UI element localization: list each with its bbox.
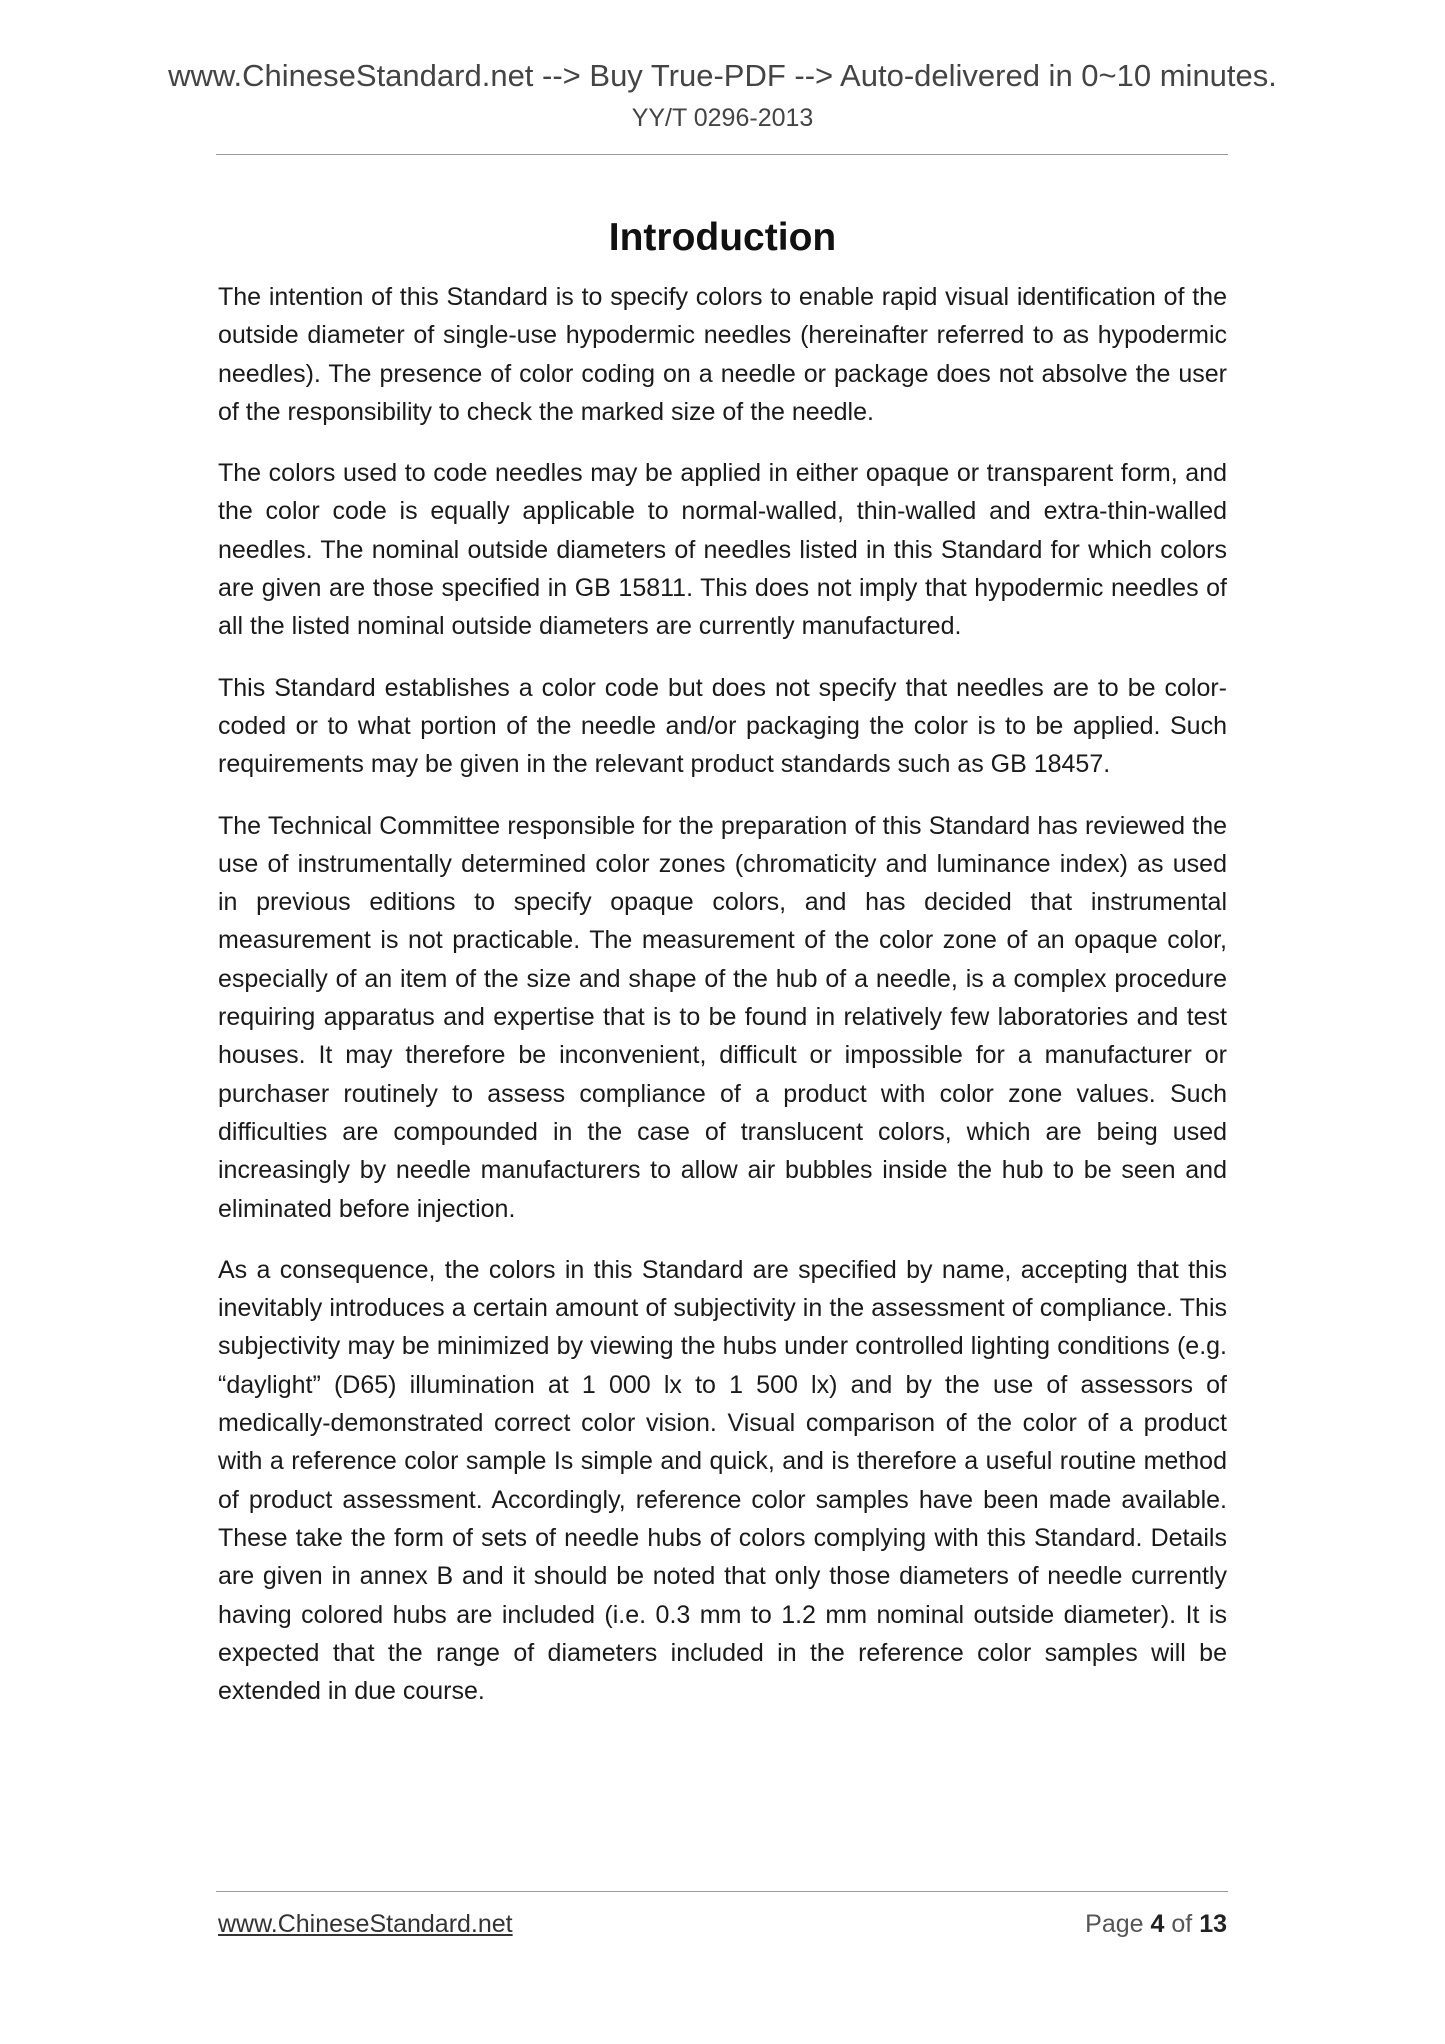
page-total: 13 (1199, 1910, 1227, 1938)
footer-site-link[interactable]: www.ChineseStandard.net (218, 1910, 513, 1938)
footer-divider (216, 1891, 1228, 1892)
page-number (1085, 1908, 1227, 1940)
paragraph: This Standard establishes a color code but does not specify that needles are to be color-coded or to what portion of the needle and/or packaging the color is to be applied. Such requirements may be given in the relevant product standards such as GB 18457. (218, 673, 1227, 779)
header-divider (216, 154, 1228, 155)
header-banner: www.ChineseStandard.net --> Buy True-PDF --> Auto-delivered in 0~10 minutes. (168, 58, 1277, 93)
page-prefix: Page (1085, 1910, 1144, 1938)
paragraph: As a consequence, the colors in this Standard are specified by name, accepting that this inevitably introduces a certain amount of subjectivity in the assessment of compliance. This subjectivity may be minimized by viewing the hubs under controlled lighting conditions (e.g. “daylight” (D65) illumination at 1 000 lx to 1 500 lx) and by the use of assessors of medically-demonstrated correct color vision. Visual comparison of the color of a product with a reference color sample Is simple and quick, and is therefore a useful routine method of product assessment. Accordingly, reference color samples have been made available. These take the form of sets of needle hubs of colors complying with this Standard. Details are given in annex B and it should be noted that only those diameters of needle currently having colored hubs are included (i.e. 0.3 mm to 1.2 mm nominal outside diameter). It is expected that the range of diameters included in the reference color samples will be extended in due course. (218, 1255, 1227, 1706)
page-title: Introduction (608, 216, 837, 260)
page-current: 4 (1150, 1910, 1165, 1938)
paragraph: The intention of this Standard is to specify colors to enable rapid visual identification of the outside diameter of single-use hypodermic needles (hereinafter referred to as hypodermic needles). The presence of color coding on a needle or package does not absolve the user of the responsibility to check the marked size of the needle. (218, 283, 1227, 426)
paragraph: The colors used to code needles may be applied in either opaque or transparent form, and the color code is equally applicable to normal-walled, thin-walled and extra-thin-walled needles. The nominal outside diameters of needles listed in this Standard for which colors are given are those specified in GB 15811. This does not imply that hypodermic needles of all the listed nominal outside diameters are currently manufactured. (218, 459, 1227, 641)
document-code: YY/T 0296-2013 (631, 104, 814, 132)
page-of: of (1171, 1910, 1193, 1938)
document-body (218, 278, 1227, 1733)
paragraph: The Technical Committee responsible for the preparation of this Standard has reviewed the use of instrumentally determined color zones (chromaticity and luminance index) as used in previous editions to specify opaque colors, and has decided that instrumental measurement is not practicable. The measurement of the color zone of an opaque color, especially of an item of the size and shape of the hub of a needle, is a complex procedure requiring apparatus and expertise that is to be found in relatively few laboratories and test houses. It may therefore be inconvenient, difficult or impossible for a manufacturer or purchaser routinely to assess compliance of a product with color zone values. Such difficulties are compounded in the case of translucent colors, which are being used increasingly by needle manufacturers to allow air bubbles inside the hub to be seen and eliminated before injection. (218, 811, 1227, 1223)
